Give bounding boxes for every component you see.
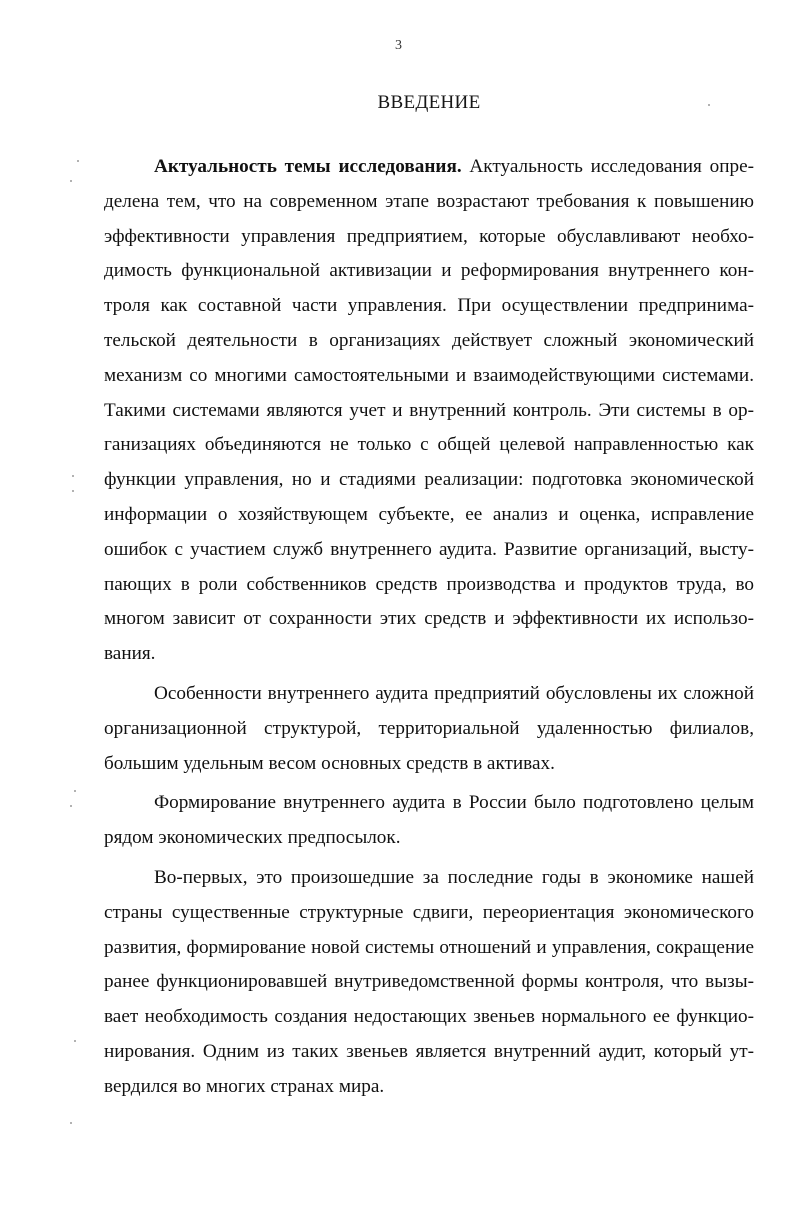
paragraph-relevance [104,150,754,672]
scan-speck [77,160,79,162]
paragraph-firstly: Во-первых, это произошедшие за последние годы в экономике нашей страны существенные структурные сдвиги, переориентация экономического развития, формирование новой системы отношений и управления, сокращение ранее функционировавшей внутриведомственной формы контроля, что вызывает необходимость создания недостающих звеньев нормального ее функционирования. Одним из таких звеньев является внутренний аудит, который утвердился во многих странах мира. [104,866,754,1097]
scan-speck [70,180,72,182]
scan-speck [708,104,710,106]
scan-speck [74,790,76,792]
relevance-lead: Актуальность темы исследования. [154,156,462,177]
scan-speck [72,490,74,492]
document-body [104,150,754,1105]
section-heading: ВВЕДЕНИЕ [377,92,481,113]
scan-speck [74,1040,76,1042]
paragraph-formation: Формирование внутреннего аудита в России было подготовлено целым рядом экономических предпосылок. [104,792,754,849]
paragraph-features: Особенности внутреннего аудита предприятий обусловлены их сложной организационной структурой, территориальной удаленностью филиалов, большим удельным весом основных средств в активах. [104,682,754,774]
scan-speck [70,1122,72,1124]
page-number: 3 [395,38,402,53]
scan-speck [70,805,72,807]
scan-speck [72,475,74,477]
relevance-text: Актуальность исследования определена тем, что на современном этапе возрастают требования к повышению эффективности управления предприятием, которые обуславливают необходимость функциональной активизации и реформирования внутреннего контроля как составной части управления. При осуществлении предпринимательской деятельности в организациях действует сложный экономический механизм со многими самостоятельными и взаимодействующими системами. Такими системами являются учет и внутренний контроль. Эти системы в организациях объединяются не только с общей целевой направленностью как функции управления, но и стадиями реализации: подготовка экономической информации о хозяйствующем субъекте, ее анализ и оценка, исправление ошибок с участием служб внутреннего аудита. Развитие организаций, выступающих в роли собственников средств производства и продуктов труда, во многом зависит от сохранности этих средств и эффективности их использования. [104,156,754,665]
